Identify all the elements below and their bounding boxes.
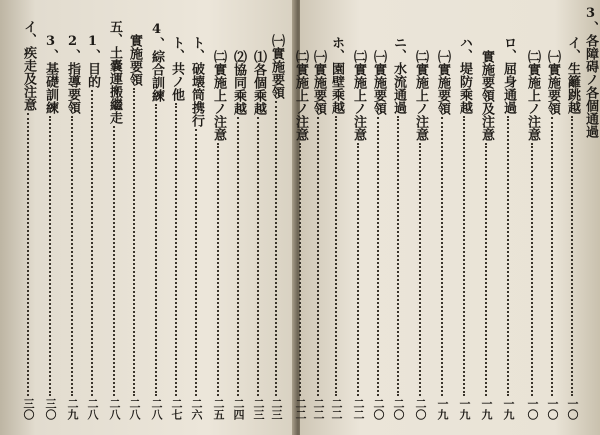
toc-entry	[208, 50, 228, 420]
toc-entry-title: ⑵協同乘越	[231, 50, 246, 115]
toc-entry-title: ㈡實施上ノ注意	[413, 50, 428, 141]
toc-page-number: 二三	[252, 398, 265, 420]
toc-entry	[146, 22, 166, 420]
toc-entry-title: 2、指導要領	[65, 34, 80, 114]
dot-leader	[275, 101, 277, 396]
toc-page-number: 一九	[480, 398, 493, 420]
toc-page-number: 二八	[150, 398, 163, 420]
toc-entry	[498, 36, 518, 420]
dot-leader	[335, 116, 337, 396]
toc-entry	[248, 50, 268, 420]
toc-entry-title: 3、基礎訓練	[43, 34, 58, 114]
toc-page-number: 一九	[502, 398, 515, 420]
left-toc-entries	[0, 0, 296, 435]
toc-page-number: 二八	[128, 398, 141, 420]
dot-leader	[571, 116, 573, 396]
dot-leader	[71, 116, 73, 396]
dot-leader	[155, 104, 157, 396]
dot-leader	[27, 113, 29, 396]
toc-page-number: 二七	[170, 398, 183, 420]
dot-leader	[551, 117, 553, 396]
toc-entry	[542, 50, 562, 420]
toc-page-number: 二二	[330, 398, 343, 420]
toc-page-number: 一〇	[566, 398, 579, 420]
toc-page-number: 一九	[436, 398, 449, 420]
toc-entry	[326, 36, 346, 420]
toc-page-number: 二八	[86, 398, 99, 420]
toc-entry-title: ㈠實施要領	[435, 50, 450, 115]
toc-entry-title: ㈡實施上ノ注意	[211, 50, 226, 141]
toc-entry-title: 4、綜合訓練	[149, 22, 164, 102]
toc-entry	[410, 50, 430, 420]
dot-leader	[507, 116, 509, 396]
toc-entry	[62, 34, 82, 420]
toc-entry-title: ⑴各個乘越	[251, 50, 266, 115]
dot-leader	[419, 143, 421, 396]
toc-entry-title: イ、疾走及注意	[21, 20, 36, 111]
toc-entry-title: ロ、屈身通過	[501, 36, 516, 114]
toc-entry-title: ㈠實施要領	[269, 34, 284, 99]
toc-entry-title: ニ、水流通過	[391, 36, 406, 114]
toc-entry-title: 實施要領	[127, 34, 142, 86]
toc-entry-title: ㈠實施要領	[311, 50, 326, 115]
toc-entry	[522, 50, 542, 420]
toc-page-number: 一〇	[526, 398, 539, 420]
dot-leader	[531, 143, 533, 396]
right-page	[293, 0, 600, 435]
dot-leader	[317, 117, 319, 396]
toc-entry	[562, 36, 582, 420]
toc-entry	[308, 50, 328, 420]
toc-entry-title: ㈡實施上ノ注意	[351, 50, 366, 141]
toc-entry	[432, 50, 452, 420]
dot-leader	[257, 117, 259, 396]
dot-leader	[441, 117, 443, 396]
dot-leader	[237, 117, 239, 396]
toc-page-number: 二四	[232, 398, 245, 420]
toc-page-number: 二八	[108, 398, 121, 420]
toc-page-number: 二〇	[372, 398, 385, 420]
toc-entry-title: 3、各障碍ノ各個通過	[583, 6, 598, 138]
toc-page-number: 三〇	[44, 398, 57, 420]
toc-entry	[166, 36, 186, 420]
dot-leader	[91, 90, 93, 396]
toc-entry	[124, 34, 144, 420]
toc-page-number: 一九	[458, 398, 471, 420]
toc-page-number: 二二	[294, 398, 307, 420]
toc-entry-title: ㈡實施上ノ注意	[525, 50, 540, 141]
toc-entry	[18, 20, 38, 420]
toc-page-number: 二二	[312, 398, 325, 420]
right-toc-entries	[293, 0, 600, 435]
toc-entry-title: ト、破壊筒携行	[189, 36, 204, 127]
left-page	[0, 0, 296, 435]
dot-leader	[49, 116, 51, 396]
toc-page-number: 二二	[352, 398, 365, 420]
toc-entry	[104, 20, 124, 420]
toc-page-number: 三〇	[22, 398, 35, 420]
toc-page-number: 二九	[66, 398, 79, 420]
toc-entry	[82, 34, 102, 420]
toc-entry-title: ハ、堤防乘越	[457, 36, 472, 114]
dot-leader	[485, 143, 487, 396]
dot-leader	[397, 116, 399, 396]
toc-entry-title: 1、目的	[85, 34, 100, 88]
toc-page-number: 二五	[212, 398, 225, 420]
toc-entry	[40, 34, 60, 420]
toc-entry	[368, 50, 388, 420]
toc-entry	[290, 50, 310, 420]
dot-leader	[377, 117, 379, 396]
toc-entry-title: 五、土嚢運搬繼走	[107, 20, 122, 124]
toc-entry-title: イ、生籬跳越	[565, 36, 580, 114]
toc-entry-title: ト、共ノ他	[169, 36, 184, 101]
toc-entry	[388, 36, 408, 420]
toc-page-number: 二〇	[414, 398, 427, 420]
dot-leader	[175, 103, 177, 396]
toc-entry	[228, 50, 248, 420]
toc-entry	[266, 34, 286, 420]
toc-page-number: 二六	[190, 398, 203, 420]
dot-leader	[217, 143, 219, 396]
toc-entry-title: ホ、園壁乘越	[329, 36, 344, 114]
dot-leader	[357, 143, 359, 396]
dot-leader	[299, 143, 301, 396]
toc-entry	[186, 36, 206, 420]
dot-leader	[463, 116, 465, 396]
toc-entry	[348, 50, 368, 420]
dot-leader	[195, 129, 197, 396]
toc-entry-title: ㈡實施上ノ注意	[293, 50, 308, 141]
toc-entry-title: ㈠實施要領	[371, 50, 386, 115]
toc-entry	[580, 6, 600, 420]
toc-entry	[476, 50, 496, 420]
toc-entry-title: ㈠實施要領	[545, 50, 560, 115]
toc-page-number: 一〇	[546, 398, 559, 420]
toc-page-number: 二〇	[392, 398, 405, 420]
toc-page-number: 二三	[270, 398, 283, 420]
dot-leader	[133, 88, 135, 396]
toc-entry	[454, 36, 474, 420]
dot-leader	[113, 126, 115, 396]
toc-entry-title: 實施要領及注意	[479, 50, 494, 141]
